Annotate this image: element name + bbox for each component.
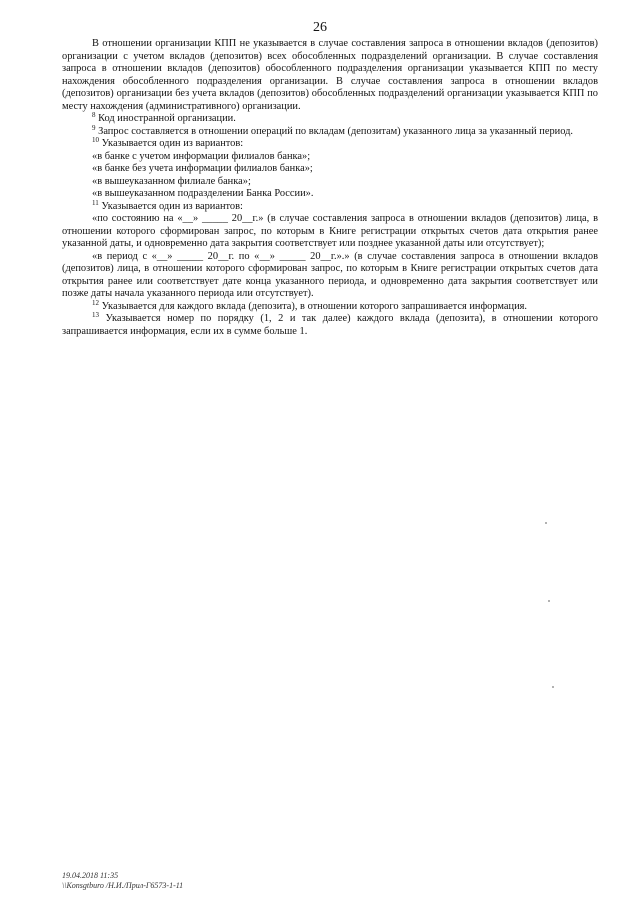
option-text: «в вышеуказанном подразделении Банка России». (92, 188, 314, 199)
scan-speck (548, 600, 550, 602)
page-number: 26 (313, 20, 327, 35)
footnote-text: Указывается для каждого вклада (депозита), в отношении которого запрашивается информация. (101, 300, 528, 312)
footnote-mark: 13 (92, 311, 99, 319)
paragraph (62, 38, 598, 113)
footnote-text: Код иностранной организации. (98, 113, 236, 124)
option-text: «в банке без учета информации филиалов банка»; (92, 163, 313, 174)
option-item (62, 151, 598, 164)
option-item (62, 188, 598, 201)
footnote-text: Указывается один из вариантов: (101, 200, 243, 212)
footnote-mark: 11 (92, 198, 99, 207)
footnote-text: Запрос составляется в отношении операций по вкладам (депозитам) указанного лица за указанный период. (98, 125, 573, 137)
option-text: «по состоянию на «__» _____ 20__г.» (в случае составления запроса в отношении вкладов (депозитов) лица, в отношении которого сформирован запрос, по которым в Книге регистрации открытых счетов дата открытия ранее указанной даты, и одновременно дата закрытия соответствует или позднее указанной даты или отсутствует); (62, 213, 598, 249)
footer-file-path: \\Konsgtburo /Н.И./Прил-Г6573-1-11 (62, 881, 184, 890)
footnote (62, 198, 598, 214)
option-item (62, 163, 598, 176)
scan-speck (552, 686, 554, 688)
option-item (62, 213, 598, 251)
option-item (62, 251, 598, 301)
footnote (62, 123, 598, 139)
document-footer (62, 871, 183, 891)
footnote (62, 138, 598, 151)
footnote-mark: 12 (92, 298, 99, 307)
option-text: «в период с «__» _____ 20__г. по «__» _____ 20__г.».» (в случае составления запроса в отношении вкладов (депозитов) лица, в отношении которого сформирован запрос, по которым в Книге регистрации открытых счетов дата открытия ранее или соответствует дате конца указанного периода, и одновременно дата закрытия соответствует или позже даты начала указанного периода или отсутствует). (62, 250, 598, 299)
footnote (62, 113, 598, 126)
option-item (62, 176, 598, 189)
footnote (62, 313, 598, 338)
option-text: «в вышеуказанном филиале банка»; (92, 175, 251, 187)
footnote-mark: 8 (92, 111, 96, 119)
footer-timestamp: 19.04.2018 11:35 (62, 871, 119, 880)
footnote-text: Указывается номер по порядку (1, 2 и так далее) каждого вклада (депозита), в отношении которого запрашивается информация, если их в сумме больше 1. (62, 313, 598, 337)
footnote-text: Указывается один из вариантов: (101, 138, 244, 149)
paragraph-text: В отношении организации КПП не указывается в случае составления запроса в отношении вкладов (депозитов) организации с учетом вкладов (депозитов) всех обособленных подразделений организации. В случае составления запроса в отношении вкладов (депозитов) обособленного подразделения организации указывается КПП по месту нахождения обособленного подразделения организации. В случае составления запроса в отношении вкладов (депозитов) организации без учета вкладов (депозитов) обособленных подразделений организации указывается КПП по месту нахождения (административного) организации. (62, 38, 598, 112)
option-text: «в банке с учетом информации филиалов банка»; (92, 150, 311, 162)
scan-speck (545, 522, 547, 524)
footnote-mark: 9 (92, 123, 96, 132)
document-body (62, 38, 598, 338)
footnote-mark: 10 (92, 136, 99, 144)
footnote (62, 298, 598, 314)
